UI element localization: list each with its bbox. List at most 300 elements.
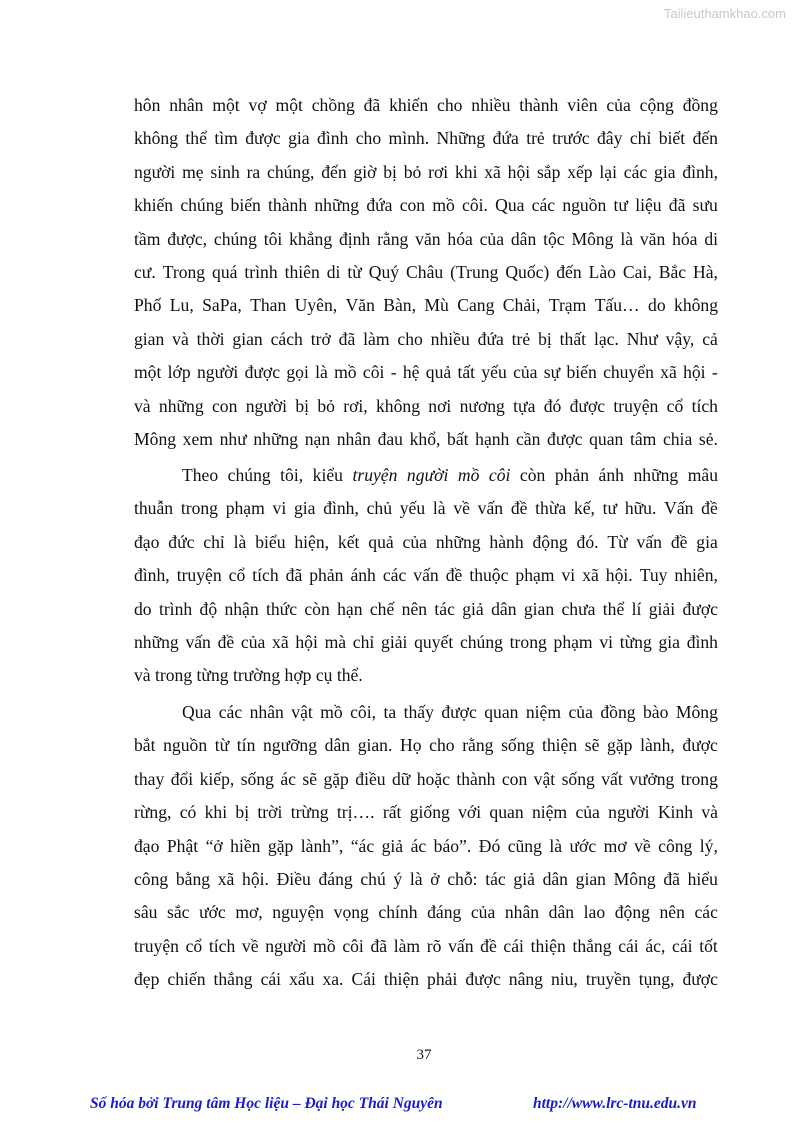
word: Quốc) — [505, 261, 550, 282]
word: hội — [295, 631, 318, 652]
word: Đó — [478, 835, 501, 856]
word: bị — [235, 802, 250, 823]
word: Từ — [607, 531, 628, 552]
word: các — [623, 161, 648, 182]
word: rừng, — [134, 802, 172, 823]
word: vậy, — [665, 328, 695, 349]
word: vợ — [248, 95, 267, 115]
word: của — [470, 902, 496, 923]
word: và — [701, 802, 718, 823]
word: vọng — [333, 902, 369, 923]
word: Qua — [495, 195, 525, 216]
text-line — [134, 390, 718, 423]
word: ý — [393, 868, 403, 889]
word: nguồn — [163, 735, 208, 756]
word: côi. — [462, 195, 488, 216]
word: vất — [601, 768, 623, 789]
word: những — [253, 428, 299, 449]
word: xã — [217, 868, 235, 889]
word: văn — [639, 228, 666, 249]
word: chúng — [180, 195, 224, 216]
paragraph-3 — [134, 696, 718, 997]
word: tìm — [214, 128, 238, 149]
word: gia — [293, 498, 316, 519]
word: vi — [272, 498, 287, 519]
word: truyện — [613, 395, 659, 416]
word: chúng, — [267, 161, 315, 182]
word: giả — [513, 868, 535, 889]
word: kết — [337, 531, 360, 552]
word: vấn — [448, 935, 474, 956]
word: sự — [543, 362, 561, 383]
word: gia — [696, 531, 718, 552]
word: xã — [660, 362, 677, 383]
word: Mông — [571, 228, 614, 249]
word: cộng — [639, 95, 674, 115]
word: và — [134, 395, 151, 416]
word: đau — [377, 428, 403, 449]
word: kiếp, — [199, 768, 235, 789]
word: được — [682, 735, 718, 756]
word: một — [212, 95, 240, 115]
paragraph-2 — [134, 459, 718, 693]
word: Tuy — [639, 565, 668, 586]
word: đạo — [134, 531, 160, 552]
word: rõ — [426, 935, 442, 956]
word: bỏ — [317, 395, 335, 416]
word: bắt — [134, 735, 156, 756]
text-line — [134, 763, 718, 796]
word: động — [532, 531, 568, 552]
word: người — [134, 161, 176, 182]
word: ở — [430, 868, 440, 889]
word: công — [658, 835, 693, 856]
word: rằng — [377, 228, 409, 249]
word: - — [390, 362, 397, 383]
word: trời — [257, 802, 283, 823]
word: văn — [415, 228, 441, 249]
word: quả — [368, 531, 394, 552]
word: được — [244, 362, 281, 383]
word: Cái — [351, 969, 376, 990]
word: (Trung — [450, 261, 499, 282]
word: người — [196, 362, 239, 383]
word: giả — [462, 598, 484, 619]
word: cũng — [507, 835, 542, 856]
word: hạn — [337, 598, 363, 619]
word: cái — [618, 935, 639, 956]
word: bất — [447, 428, 469, 449]
word: ra — [246, 161, 261, 182]
word: đến — [692, 128, 718, 149]
word: đẹp — [134, 969, 160, 990]
word: của — [513, 362, 538, 383]
word: các — [531, 195, 556, 216]
word: phạm — [225, 498, 265, 519]
word: trẻ — [511, 328, 531, 349]
text-line — [134, 89, 718, 122]
text-line — [134, 559, 718, 592]
word: gia — [288, 128, 310, 149]
word: do — [648, 295, 666, 316]
word: rất — [382, 802, 402, 823]
word: SaPa, — [202, 295, 242, 316]
footer-url-link[interactable]: http://www.lrc-tnu.edu.vn — [533, 1095, 697, 1112]
word: tầm — [134, 228, 161, 249]
word: hóa — [447, 228, 473, 249]
word: bị — [383, 161, 397, 182]
word: được — [465, 969, 501, 990]
word: chưa — [561, 598, 596, 619]
word: Qua — [182, 702, 212, 722]
word: khi — [204, 802, 228, 823]
word: là — [549, 835, 563, 856]
word: chia — [662, 428, 693, 449]
word: sống — [561, 768, 595, 789]
word: phải — [427, 969, 458, 990]
word: thức — [266, 598, 298, 619]
word: là — [620, 228, 634, 249]
word: trình — [244, 261, 278, 282]
word: quan — [589, 428, 624, 449]
word: đã — [663, 868, 680, 889]
word: tư — [613, 195, 628, 216]
word: biết — [658, 128, 686, 149]
word: tâm — [629, 428, 657, 449]
word: độ — [199, 598, 218, 619]
word: vấn — [413, 565, 439, 586]
text-line — [134, 729, 718, 762]
word: hữu. — [624, 498, 657, 519]
word: Trong — [162, 261, 206, 282]
word: đến — [556, 261, 582, 282]
word: trình — [158, 598, 193, 619]
word: thay — [134, 768, 165, 789]
word: đã — [338, 328, 356, 349]
word: biến — [566, 362, 597, 383]
word: quả — [425, 362, 452, 383]
word: chỗ: — [447, 868, 478, 889]
word: đáng — [427, 902, 462, 923]
word: đồng — [682, 95, 718, 115]
word: Văn — [345, 295, 375, 316]
word: bằng — [175, 868, 211, 889]
word: đã — [363, 95, 381, 115]
word: ta — [383, 702, 397, 722]
word: rằng — [462, 735, 494, 756]
word: vi — [599, 631, 614, 652]
word: gặp — [607, 735, 633, 756]
word: Lu, — [169, 295, 194, 316]
word: nhân — [169, 95, 204, 115]
word: nguyện — [272, 902, 325, 923]
word: trong — [680, 768, 718, 789]
word: được — [441, 702, 477, 722]
word: đề — [217, 631, 235, 652]
text-line — [134, 356, 718, 389]
word: quá — [212, 261, 238, 282]
word: gian — [523, 598, 555, 619]
word: dân — [510, 228, 537, 249]
word: khẳng — [289, 228, 333, 249]
text-line — [134, 189, 718, 222]
word: cho — [437, 95, 463, 115]
word: đứa — [366, 195, 393, 216]
word: nhiên, — [674, 565, 718, 586]
word: truyện — [176, 565, 222, 586]
word: biểu — [255, 531, 286, 552]
word: cổ — [228, 565, 246, 586]
word: đó. — [576, 531, 599, 552]
text-line — [134, 963, 718, 996]
word: khổ, — [409, 428, 441, 449]
word: bị — [295, 395, 310, 416]
word: Điều — [276, 868, 311, 889]
word: gian — [575, 868, 606, 889]
text-line — [134, 796, 718, 829]
word: mồ — [334, 362, 357, 383]
word: chủ — [366, 498, 393, 519]
word: tất — [457, 362, 476, 383]
word: thấy — [403, 702, 434, 722]
word: tụng, — [638, 969, 675, 990]
word: nương — [459, 395, 505, 416]
word: cư. — [134, 261, 156, 282]
word: chúng — [213, 228, 257, 249]
word: đề — [510, 498, 528, 519]
word: cách — [270, 328, 303, 349]
word: chuyển — [603, 362, 654, 383]
word: di — [704, 228, 718, 249]
text-line — [134, 526, 718, 559]
word: thắng — [572, 935, 612, 956]
word: đây — [597, 128, 623, 149]
text-line — [134, 896, 718, 929]
word: cả — [702, 328, 718, 349]
text-line — [134, 256, 718, 289]
word: người — [265, 935, 307, 956]
word: Tấu… — [594, 295, 640, 316]
word: kế, — [573, 498, 595, 519]
word: các — [382, 565, 407, 586]
word: nhiều — [430, 328, 470, 349]
word: Chải, — [502, 295, 541, 316]
word: sưu — [692, 195, 718, 216]
word: giờ — [353, 161, 377, 182]
word: thiện — [530, 935, 566, 956]
word: mơ, — [235, 902, 263, 923]
word: gặp — [267, 835, 294, 856]
word: sẽ — [584, 735, 600, 756]
word: chỉ — [352, 631, 375, 652]
word: côi — [362, 362, 385, 383]
word: thành — [456, 768, 496, 789]
word: ước — [199, 902, 226, 923]
word: vật — [533, 768, 556, 789]
text-line — [134, 863, 718, 896]
word: gian. — [357, 735, 393, 756]
word: được — [682, 969, 718, 990]
word: sống — [240, 768, 274, 789]
word: lành, — [640, 735, 675, 756]
word: Than — [250, 295, 287, 316]
word: của — [606, 95, 631, 115]
word: phạm — [553, 631, 593, 652]
text-line — [134, 323, 718, 356]
word: cái — [260, 969, 282, 990]
word: của — [240, 631, 266, 652]
word: Họ — [400, 735, 422, 756]
word: nên — [401, 598, 428, 619]
word: dân — [548, 902, 575, 923]
word: gian — [134, 328, 165, 349]
word: cần — [515, 428, 541, 449]
word: hoặc — [416, 768, 450, 789]
word: chồng — [311, 95, 355, 115]
word: xem — [182, 428, 213, 449]
word: lớp — [167, 362, 191, 383]
word: cái — [503, 935, 524, 956]
word: giải — [381, 631, 408, 652]
word: của — [402, 531, 427, 552]
word: làm — [393, 935, 421, 956]
word: cho — [355, 128, 382, 149]
text-line — [134, 289, 718, 322]
footer-source: Số hóa bởi Trung tâm Học liệu – Đại học Thái Nguyên — [90, 1095, 443, 1112]
word: nhân — [249, 702, 284, 722]
word: cổ — [666, 395, 684, 416]
word: tích — [691, 395, 718, 416]
word: giả — [381, 835, 404, 856]
word: côi — [342, 935, 364, 956]
word: mình. — [388, 128, 430, 149]
word: trong — [509, 631, 547, 652]
word: khi — [454, 161, 478, 182]
word: “ở — [205, 835, 223, 856]
word: xã — [484, 161, 501, 182]
word: chú — [360, 868, 386, 889]
word: cái — [672, 935, 693, 956]
word: tộc — [543, 228, 565, 249]
word: gian — [232, 328, 263, 349]
word: được — [569, 395, 606, 416]
word: từ — [214, 735, 230, 756]
word: dân — [542, 868, 568, 889]
italic-term: truyện người mồ côi — [352, 465, 511, 485]
text-line-first — [134, 459, 718, 492]
word: thời — [196, 328, 225, 349]
word: được — [682, 598, 718, 619]
word: hội. — [242, 868, 269, 889]
word: rơi — [428, 161, 449, 182]
word: lành”, — [300, 835, 344, 856]
word: thắng — [213, 969, 253, 990]
word: yếu — [481, 362, 507, 383]
word: Cai, — [622, 261, 652, 282]
word: tích — [252, 565, 279, 586]
word: vưởng — [629, 768, 675, 789]
word: đình, — [323, 498, 359, 519]
text-line — [134, 423, 718, 456]
word: như — [219, 428, 247, 449]
word: nâng — [508, 969, 543, 990]
word: là — [233, 531, 247, 552]
text-line — [134, 492, 718, 525]
word: biến — [230, 195, 261, 216]
word: vấn — [477, 498, 504, 519]
word: về — [241, 935, 259, 956]
word: dữ — [391, 768, 411, 789]
word: Hà, — [693, 261, 718, 282]
word: mơ — [603, 835, 627, 856]
word: xấu — [289, 969, 315, 990]
word: người — [245, 395, 288, 416]
word: con — [399, 195, 426, 216]
word: đứa — [492, 128, 519, 149]
word: đã — [668, 195, 686, 216]
word: đã — [370, 935, 388, 956]
word: Phố — [134, 295, 162, 316]
word: Vấn — [664, 498, 694, 519]
word: đồng — [600, 702, 636, 722]
word: thể — [185, 128, 207, 149]
text-line — [134, 156, 718, 189]
word: được, — [167, 228, 208, 249]
word: bỏ — [403, 161, 422, 182]
word: lí — [631, 598, 642, 619]
word: Cang — [457, 295, 495, 316]
word: các — [694, 902, 718, 923]
word: nhân — [336, 428, 371, 449]
word: là — [315, 362, 328, 383]
word: viên — [567, 95, 598, 115]
word: mà — [324, 631, 347, 652]
word: Như — [626, 328, 658, 349]
word: của — [479, 228, 505, 249]
word: hội — [507, 161, 531, 182]
word: người — [608, 802, 650, 823]
word: dân — [324, 735, 351, 756]
word: truyền — [585, 969, 631, 990]
word: hệ — [402, 362, 420, 383]
word: quan — [489, 802, 524, 823]
word: Phật — [166, 835, 199, 856]
word: hội — [683, 362, 706, 383]
word: Quý — [368, 261, 400, 282]
word: gia — [654, 161, 676, 182]
word: trị…. — [336, 802, 375, 823]
word: trước — [552, 128, 590, 149]
word: thể — [602, 598, 625, 619]
word: ánh — [350, 565, 376, 586]
word: đề — [480, 935, 497, 956]
text-line: và trong từng trường hợp cụ thể. — [134, 665, 363, 686]
word: liệu — [635, 195, 662, 216]
word: vi — [561, 565, 576, 586]
word: đức — [168, 531, 195, 552]
word: trở — [310, 328, 331, 349]
word: thiên — [284, 261, 320, 282]
text-run: còn phản ánh những mâu — [510, 465, 718, 485]
word: phạm — [515, 565, 555, 586]
word: đề — [701, 498, 718, 519]
word: mẹ — [182, 161, 204, 182]
word: Uyên, — [294, 295, 338, 316]
text-line — [134, 696, 718, 729]
word: yếu — [399, 498, 426, 519]
word: thất — [559, 328, 587, 349]
word: từ — [347, 261, 362, 282]
